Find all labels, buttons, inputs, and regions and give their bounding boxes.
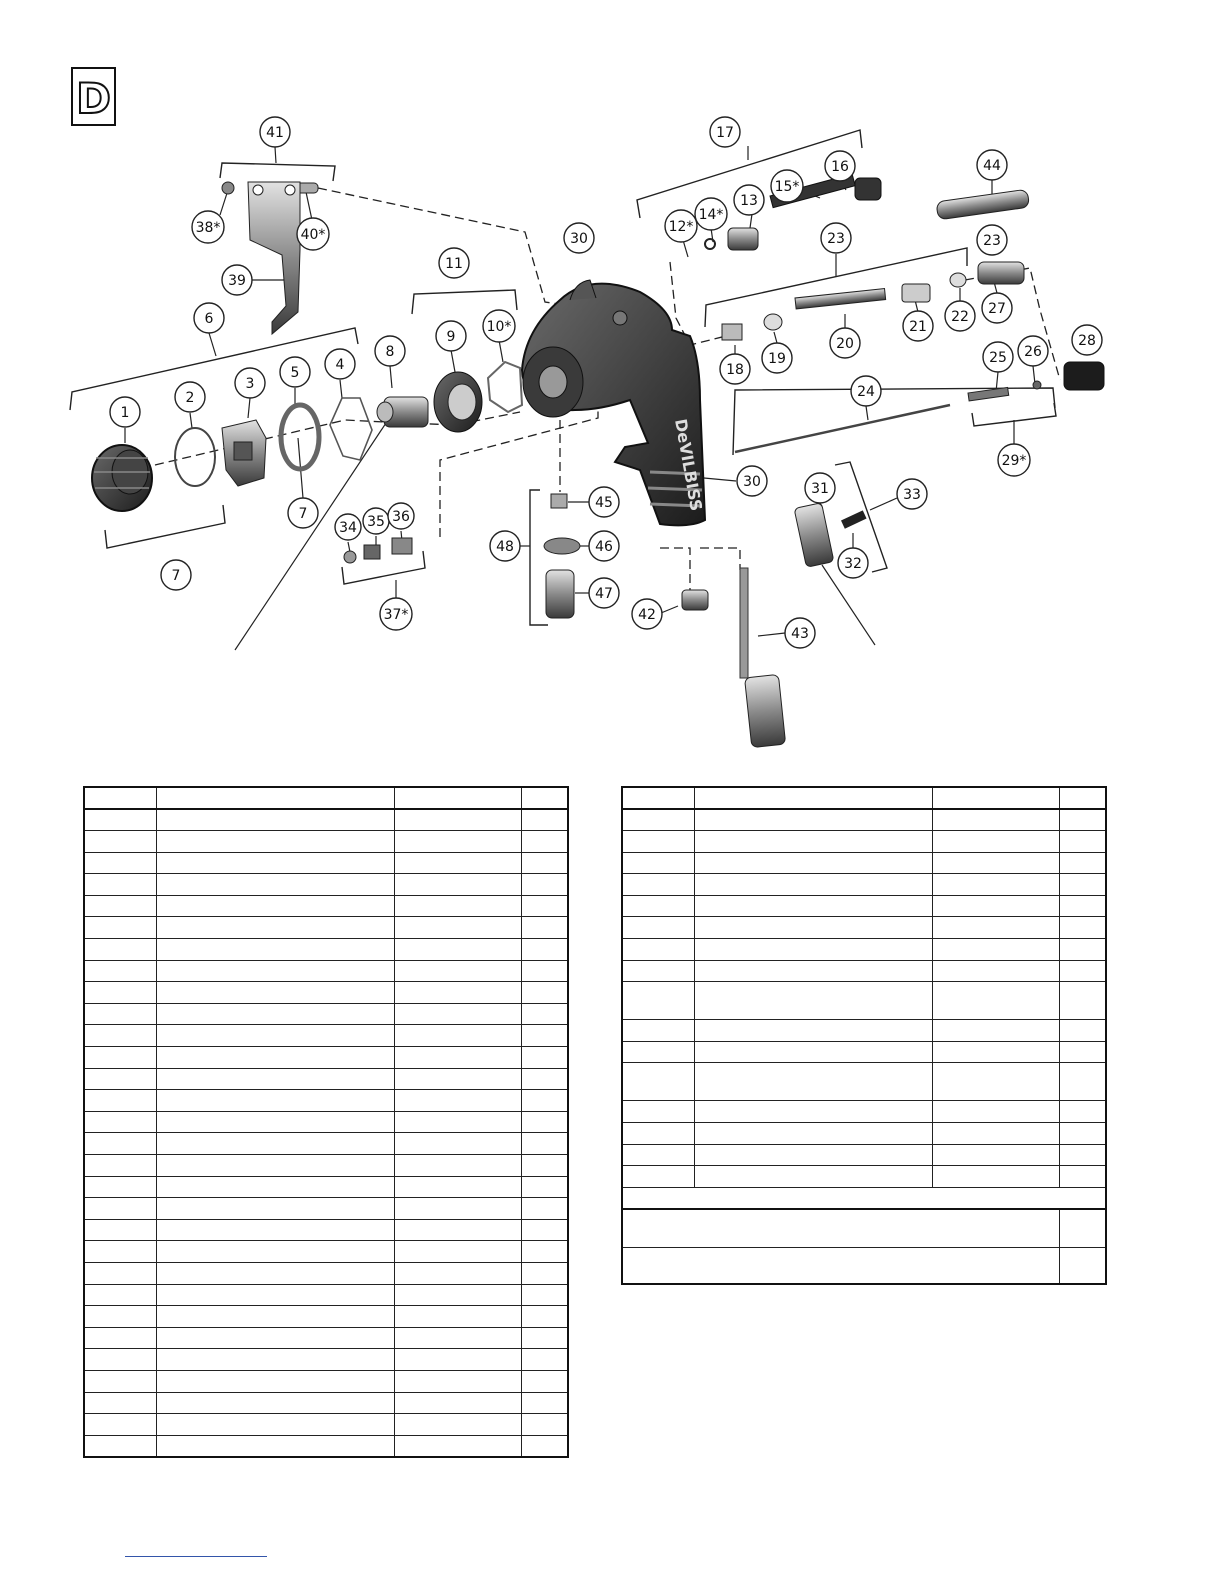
table-row [84, 809, 568, 831]
table-row [622, 1123, 1106, 1145]
callout-16 [825, 151, 855, 181]
svg-text:42: 42 [638, 607, 656, 623]
air-valve-assembly [722, 262, 1024, 340]
svg-text:36: 36 [392, 509, 410, 525]
callout-12 [665, 210, 697, 242]
svg-text:23: 23 [827, 231, 845, 247]
table-row [84, 1414, 568, 1436]
table-header-row [622, 787, 1106, 809]
svg-text:10*: 10* [486, 319, 512, 335]
table-row [622, 1041, 1106, 1063]
table-row [622, 831, 1106, 853]
svg-text:33: 33 [903, 487, 921, 503]
table-row [84, 1133, 568, 1155]
o-ring-2 [175, 428, 215, 486]
callout-3 [235, 368, 265, 398]
svg-text:3: 3 [245, 376, 255, 392]
callout-30b [737, 466, 767, 496]
table-row [84, 1241, 568, 1263]
side-port-valve-kit [344, 538, 412, 563]
svg-text:32: 32 [844, 556, 862, 572]
callout-8 [375, 336, 405, 366]
callout-41 [260, 117, 290, 147]
svg-text:21: 21 [909, 319, 927, 335]
svg-text:39: 39 [228, 273, 246, 289]
svg-text:25: 25 [989, 350, 1007, 366]
callout-38 [192, 211, 224, 243]
table-row [84, 1090, 568, 1112]
table-row [84, 1306, 568, 1328]
section-letter-box [72, 68, 115, 125]
callout-43 [785, 618, 815, 648]
svg-text:28: 28 [1078, 333, 1096, 349]
callout-28 [1072, 325, 1102, 355]
callout-37 [380, 598, 412, 630]
table-row [84, 982, 568, 1004]
callout-23b [977, 225, 1007, 255]
table-row [84, 895, 568, 917]
callout-4 [325, 349, 355, 379]
table-row [622, 960, 1106, 982]
callout-19 [762, 343, 792, 373]
fluid-needle-assembly [735, 362, 1104, 452]
table-row [622, 895, 1106, 917]
table-row [622, 809, 1106, 831]
table-header-row [84, 787, 568, 809]
callout-20 [830, 328, 860, 358]
table-kit-row [622, 1209, 1106, 1247]
table-row [84, 874, 568, 896]
svg-text:31: 31 [811, 481, 829, 497]
callout-35 [363, 508, 389, 534]
svg-text:38*: 38* [195, 220, 221, 236]
table-row [622, 1166, 1106, 1188]
table-row [84, 1219, 568, 1241]
baffle-seal-4 [330, 398, 372, 460]
baffle [434, 372, 482, 432]
table-row [84, 831, 568, 853]
table-note-row [622, 1187, 1106, 1209]
table-row [84, 1284, 568, 1306]
callout-34 [335, 514, 361, 540]
fluid-nozzle [377, 397, 428, 427]
callout-27 [982, 293, 1012, 323]
svg-text:40*: 40* [300, 227, 326, 243]
callout-21 [903, 311, 933, 341]
svg-text:8: 8 [385, 344, 395, 360]
table-row [622, 1020, 1106, 1042]
callout-29 [998, 444, 1030, 476]
svg-text:30: 30 [743, 474, 761, 490]
svg-text:5: 5 [290, 365, 300, 381]
table-row [84, 1068, 568, 1090]
table-row [622, 1101, 1106, 1123]
svg-text:46: 46 [595, 539, 613, 555]
table-row [622, 1144, 1106, 1166]
gun-body [522, 280, 706, 525]
svg-text:2: 2 [185, 390, 195, 406]
footer-link-underline[interactable] [125, 1556, 267, 1557]
table-row [622, 982, 1106, 1020]
callout-6 [194, 303, 224, 333]
svg-text:47: 47 [595, 586, 613, 602]
callout-18 [720, 354, 750, 384]
svg-text:41: 41 [266, 125, 284, 141]
svg-text:13: 13 [740, 193, 758, 209]
callout-2 [175, 382, 205, 412]
svg-text:26: 26 [1024, 344, 1042, 360]
svg-text:7: 7 [171, 568, 181, 584]
table-row [84, 1435, 568, 1457]
callout-48 [490, 531, 520, 561]
table-row [84, 1392, 568, 1414]
exploded-parts-diagram [0, 0, 1224, 760]
callout-23a [821, 223, 851, 253]
fluid-inlet-assembly [544, 494, 580, 618]
callout-32 [838, 548, 868, 578]
table-row [84, 1370, 568, 1392]
svg-text:45: 45 [595, 495, 613, 511]
svg-text:43: 43 [791, 626, 809, 642]
svg-text:17: 17 [716, 125, 734, 141]
svg-text:24: 24 [857, 384, 875, 400]
table-row [84, 1003, 568, 1025]
svg-text:11: 11 [445, 256, 463, 272]
table-row [84, 1327, 568, 1349]
svg-text:29*: 29* [1001, 453, 1027, 469]
svg-text:48: 48 [496, 539, 514, 555]
table-row [84, 1262, 568, 1284]
callout-26 [1018, 336, 1048, 366]
air-cap [222, 420, 266, 486]
callout-30a [564, 223, 594, 253]
table-row [84, 917, 568, 939]
callout-14 [695, 198, 727, 230]
table-row [84, 939, 568, 961]
table-row [84, 852, 568, 874]
trigger-assembly [222, 182, 318, 334]
callout-17 [710, 117, 740, 147]
callout-46 [589, 531, 619, 561]
svg-text:30: 30 [570, 231, 588, 247]
air-cap-ring [92, 445, 152, 511]
callout-47 [589, 578, 619, 608]
svg-text:23: 23 [983, 233, 1001, 249]
svg-text:22: 22 [951, 309, 969, 325]
table-row [84, 1155, 568, 1177]
callout-24 [851, 376, 881, 406]
callout-25 [983, 342, 1013, 372]
section-letter: D [76, 74, 111, 123]
table-row [84, 1111, 568, 1133]
svg-text:7: 7 [298, 506, 308, 522]
table-row [622, 852, 1106, 874]
table-row [622, 1063, 1106, 1101]
callout-13 [734, 185, 764, 215]
table-row [84, 1025, 568, 1047]
svg-text:4: 4 [335, 357, 345, 373]
svg-text:20: 20 [836, 336, 854, 352]
svg-text:6: 6 [204, 311, 214, 327]
callout-39 [222, 265, 252, 295]
svg-text:12*: 12* [668, 219, 694, 235]
callout-45 [589, 487, 619, 517]
svg-text:18: 18 [726, 362, 744, 378]
callout-22 [945, 301, 975, 331]
table-row [622, 939, 1106, 961]
svg-text:19: 19 [768, 351, 786, 367]
svg-text:37*: 37* [383, 607, 409, 623]
gasket-10 [488, 362, 522, 412]
svg-text:14*: 14* [698, 207, 724, 223]
svg-text:1: 1 [120, 405, 130, 421]
callout-11 [439, 248, 469, 278]
table-row [622, 917, 1106, 939]
air-inlet-assembly [682, 568, 786, 748]
callout-42 [632, 599, 662, 629]
callout-15 [771, 170, 803, 202]
callout-7b [161, 560, 191, 590]
parts-list-table-right [621, 786, 1107, 1285]
table-row [84, 1198, 568, 1220]
svg-text:9: 9 [446, 329, 456, 345]
gun-brand-label: DeVILBISS [671, 417, 706, 513]
callout-9 [436, 321, 466, 351]
callout-5 [280, 357, 310, 387]
svg-text:16: 16 [831, 159, 849, 175]
callout-33 [897, 479, 927, 509]
parts-list-table-left [83, 786, 569, 1458]
callout-1 [110, 397, 140, 427]
svg-text:35: 35 [367, 514, 385, 530]
callout-36 [388, 503, 414, 529]
svg-text:15*: 15* [774, 179, 800, 195]
callout-40 [297, 218, 329, 250]
table-row [622, 874, 1106, 896]
svg-text:44: 44 [983, 158, 1001, 174]
table-row [84, 1176, 568, 1198]
table-row [84, 1047, 568, 1069]
callout-10 [483, 310, 515, 342]
svg-text:34: 34 [339, 520, 357, 536]
table-row [84, 1349, 568, 1371]
callout-44 [977, 150, 1007, 180]
callout-31 [805, 473, 835, 503]
callout-7a [288, 498, 318, 528]
spreader-valve-kit-44 [936, 189, 1030, 220]
svg-text:27: 27 [988, 301, 1006, 317]
table-kit-row [622, 1247, 1106, 1284]
table-row [84, 960, 568, 982]
